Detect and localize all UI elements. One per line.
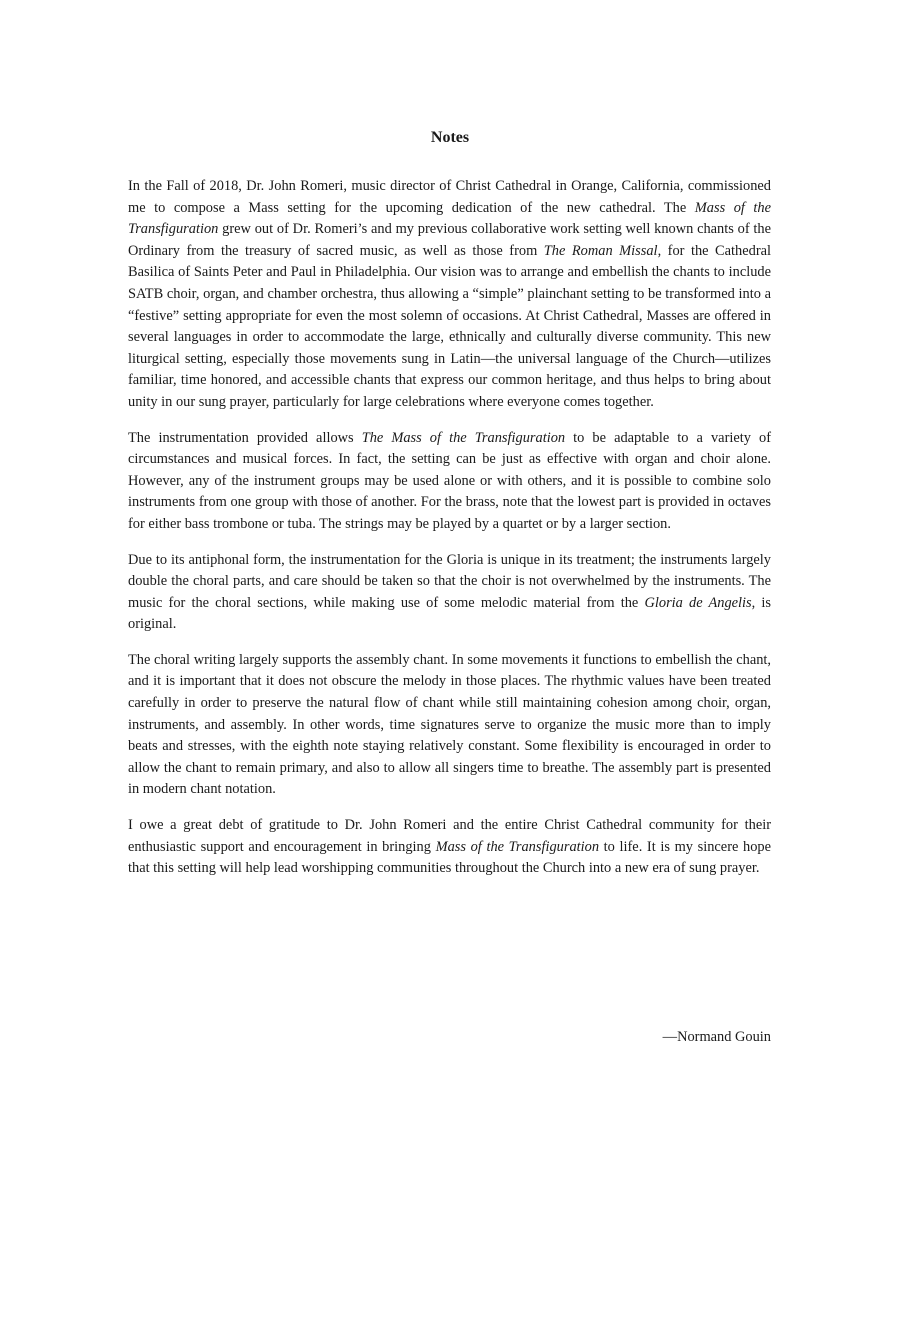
- author-signature: —Normand Gouin: [662, 1029, 771, 1045]
- paragraph-text: , for the Cathedral Basilica of Saints Peter and Paul in Philadelphia. Our vision was to arrange and embellish the chants to include SATB choir, organ, and chamber orchestra, thus allowing a “simple” plainchant setting to be transformed into a “festive” setting appropriate for even the most solemn of occasions. At Christ Cathedral, Masses are offered in several languages in order to accommodate the large, ethnically and culturally diverse community. This new liturgical setting, especially those movements sung in Latin—the universal language of the Church—utilizes familiar, time honored, and accessible chants that express our common heritage, and thus helps to bring about unity in our sung prayer, particularly for large celebrations where everyone comes together.: [128, 242, 771, 410]
- italic-title-text: The Mass of the Transfiguration: [361, 429, 566, 446]
- paragraph-5: [128, 815, 771, 880]
- page-title: Notes: [430, 129, 470, 146]
- paragraph-text: to life. It is my sincere hope that this setting will help lead worshipping communities throughout the Church into a new era of sung prayer.: [128, 838, 771, 877]
- italic-title-text: The Roman Missal: [543, 242, 658, 259]
- paragraph-1: [128, 176, 771, 414]
- paragraph-text: Due to its antiphonal form, the instrumentation for the Gloria is unique in its treatment; the instruments largely double the choral parts, and care should be taken so that the choir is not overwhelmed by the instruments. The music for the choral sections, while making use of some melodic material from the: [128, 551, 771, 611]
- paragraph-text: The instrumentation provided allows: [128, 429, 362, 446]
- paragraph-2: [128, 428, 771, 536]
- italic-title-text: Mass of the Transfiguration: [435, 838, 600, 855]
- notes-body: [128, 176, 771, 880]
- paragraph-3: [128, 550, 771, 636]
- paragraph-text: The choral writing largely supports the assembly chant. In some movements it functions to embellish the chant, and it is important that it does not obscure the melody in those places. The rhythmic values have been treated carefully in order to preserve the natural flow of chant while still maintaining cohesion among choir, organ, instruments, and assembly. In other words, time signatures serve to organize the music more than to imply beats and stresses, with the eighth note staying relatively constant. Some flexibility is encouraged in order to allow the chant to remain primary, and also to allow all singers time to breathe. The assembly part is presented in modern chant notation.: [128, 651, 771, 798]
- paragraph-text: In the Fall of 2018, Dr. John Romeri, music director of Christ Cathedral in Orange, California, commissioned me to compose a Mass setting for the upcoming dedication of the new cathedral. The: [128, 178, 771, 216]
- paragraph-text: I owe a great debt of gratitude to Dr. John Romeri and the entire Christ Cathedral community for their enthusiastic support and encouragement in bringing: [128, 817, 771, 855]
- paragraph-text: , is original.: [128, 594, 772, 633]
- paragraph-4: [128, 650, 771, 801]
- paragraph-text: to be adaptable to a variety of circumstances and musical forces. In fact, the setting can be just as effective with organ and choir alone. However, any of the instrument groups may be used alone or with others, and it is possible to combine solo instruments from one group with those of another. For the brass, note that the lowest part is provided in octaves for either bass trombone or tuba. The strings may be played by a quartet or by a larger section.: [128, 429, 771, 532]
- paragraph-text: grew out of Dr. Romeri’s and my previous collaborative work setting well known chants of the Ordinary from the treasury of sacred music, as well as those from: [128, 221, 771, 259]
- italic-title-text: Mass of the Transfiguration: [128, 199, 772, 238]
- italic-title-text: Gloria de Angelis: [644, 594, 752, 611]
